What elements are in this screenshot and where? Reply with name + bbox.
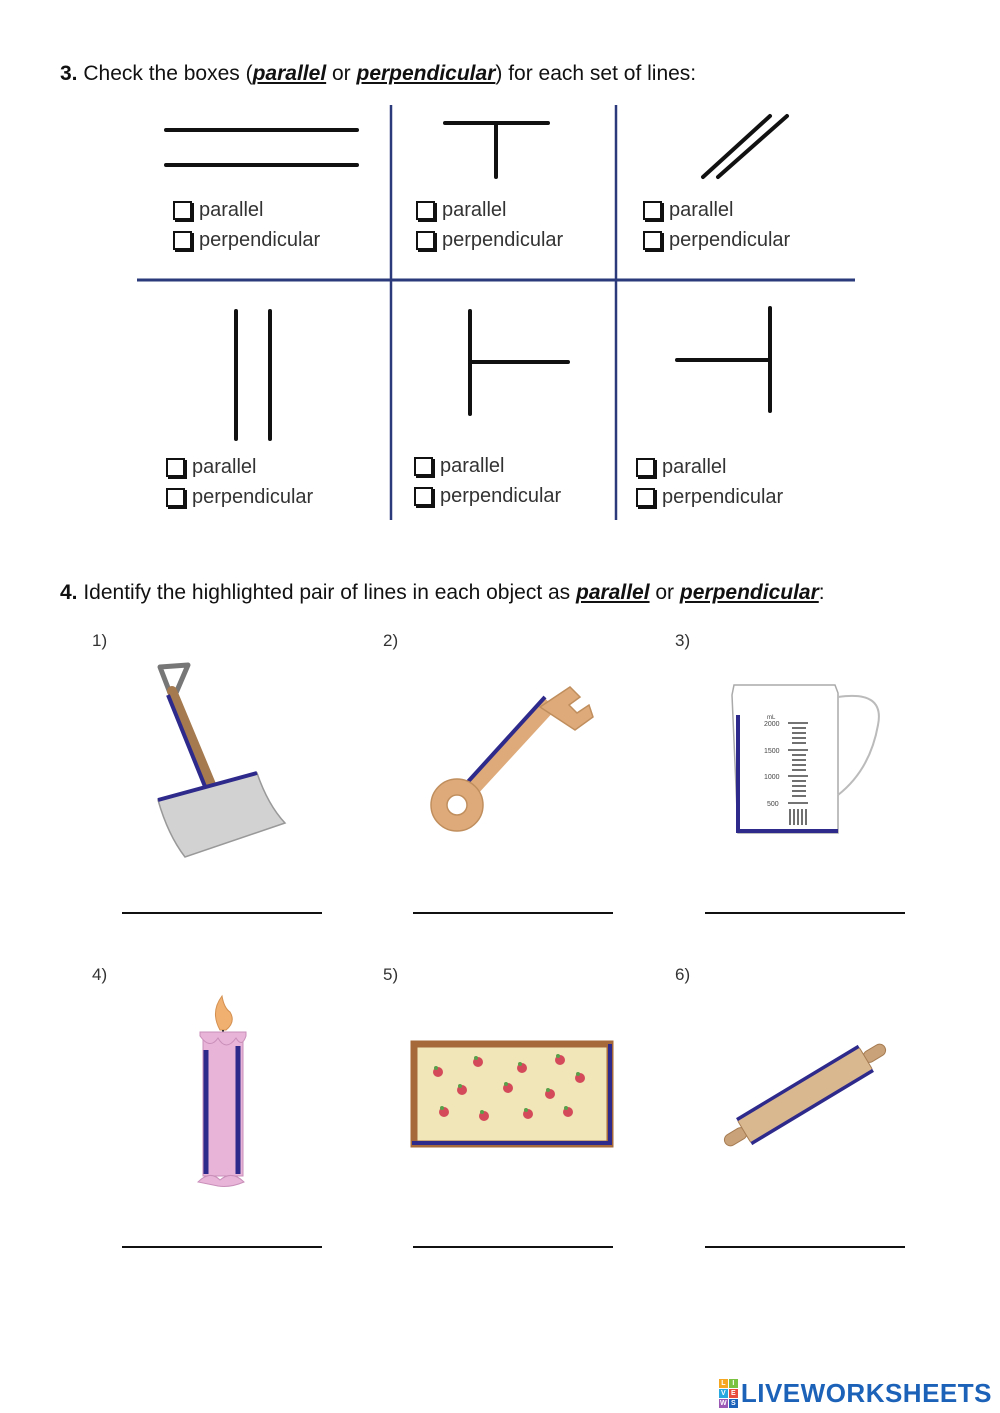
keyword-parallel: parallel — [252, 62, 327, 85]
snow-shovel-icon — [140, 655, 300, 865]
checkbox-icon[interactable] — [636, 458, 655, 477]
checkbox-icon[interactable] — [416, 231, 435, 250]
answer-input-1[interactable] — [122, 888, 322, 914]
answer-input-6[interactable] — [705, 1222, 905, 1248]
checkbox-icon[interactable] — [416, 201, 435, 220]
item-number-2: 2) — [383, 631, 399, 650]
question-number: 4. — [60, 581, 78, 604]
set-4-parallel-checkbox[interactable]: parallel — [166, 456, 256, 479]
line-set-4-vertical-parallel — [236, 311, 270, 439]
set-2-parallel-checkbox[interactable]: parallel — [416, 199, 506, 222]
set-5-parallel-checkbox[interactable]: parallel — [414, 455, 504, 478]
jug-mark-1000: 1000 — [764, 774, 780, 781]
keyword-parallel: parallel — [576, 581, 650, 604]
jug-mark-2000: 2000 — [764, 721, 780, 728]
checkbox-icon[interactable] — [414, 487, 433, 506]
set-1-perpendicular-checkbox[interactable]: perpendicular — [173, 229, 320, 252]
set-5-perpendicular-checkbox[interactable]: perpendicular — [414, 485, 561, 508]
keyword-perpendicular: perpendicular — [356, 62, 496, 85]
candle-icon — [190, 990, 260, 1200]
checkbox-icon[interactable] — [173, 201, 192, 220]
jug-mark-500: 500 — [767, 801, 779, 808]
answer-input-2[interactable] — [413, 888, 613, 914]
checkbox-icon[interactable] — [643, 231, 662, 250]
set-3-parallel-checkbox[interactable]: parallel — [643, 199, 733, 222]
item-number-4: 4) — [92, 965, 108, 984]
keyword-perpendicular: perpendicular — [679, 581, 819, 604]
brand-name: LIVEWORKSHEETS — [740, 1378, 992, 1408]
logo-mark-icon: L I V E W S — [719, 1379, 738, 1408]
item-number-6: 6) — [675, 965, 691, 984]
item-number-5: 5) — [383, 965, 399, 984]
key-icon — [425, 675, 605, 845]
checkbox-icon[interactable] — [166, 458, 185, 477]
line-set-6-right-bracket — [677, 308, 770, 411]
jug-unit-label: mL — [767, 715, 776, 721]
checkbox-icon[interactable] — [414, 457, 433, 476]
checkbox-icon[interactable] — [166, 488, 185, 507]
liveworksheets-logo — [719, 1378, 992, 1409]
set-1-parallel-checkbox[interactable]: parallel — [173, 199, 263, 222]
line-set-5-left-bracket — [470, 311, 568, 414]
rolling-pin-icon — [710, 1035, 900, 1155]
answer-input-5[interactable] — [413, 1222, 613, 1248]
answer-input-3[interactable] — [705, 888, 905, 914]
picture-frame-icon — [410, 1040, 615, 1150]
line-set-3-diagonal-parallel — [703, 116, 787, 177]
item-number-1: 1) — [92, 631, 108, 650]
set-6-parallel-checkbox[interactable]: parallel — [636, 456, 726, 479]
set-3-perpendicular-checkbox[interactable]: perpendicular — [643, 229, 790, 252]
item-number-3: 3) — [675, 631, 691, 650]
line-set-1-horizontal-parallel — [166, 130, 357, 165]
line-set-2-t-shape — [445, 123, 548, 177]
measuring-jug-icon — [720, 675, 890, 845]
question-number: 3. — [60, 62, 78, 85]
set-4-perpendicular-checkbox[interactable]: perpendicular — [166, 486, 313, 509]
checkbox-icon[interactable] — [173, 231, 192, 250]
answer-input-4[interactable] — [122, 1222, 322, 1248]
set-6-perpendicular-checkbox[interactable]: perpendicular — [636, 486, 783, 509]
set-2-perpendicular-checkbox[interactable]: perpendicular — [416, 229, 563, 252]
checkbox-icon[interactable] — [636, 488, 655, 507]
question-3-title: 3. Check the boxes (parallel or perpendicular) for each set of lines: — [60, 62, 697, 85]
question-4-title: 4. Identify the highlighted pair of lines in each object as parallel or perpendicular: — [60, 581, 825, 604]
jug-mark-1500: 1500 — [764, 748, 780, 755]
checkbox-icon[interactable] — [643, 201, 662, 220]
